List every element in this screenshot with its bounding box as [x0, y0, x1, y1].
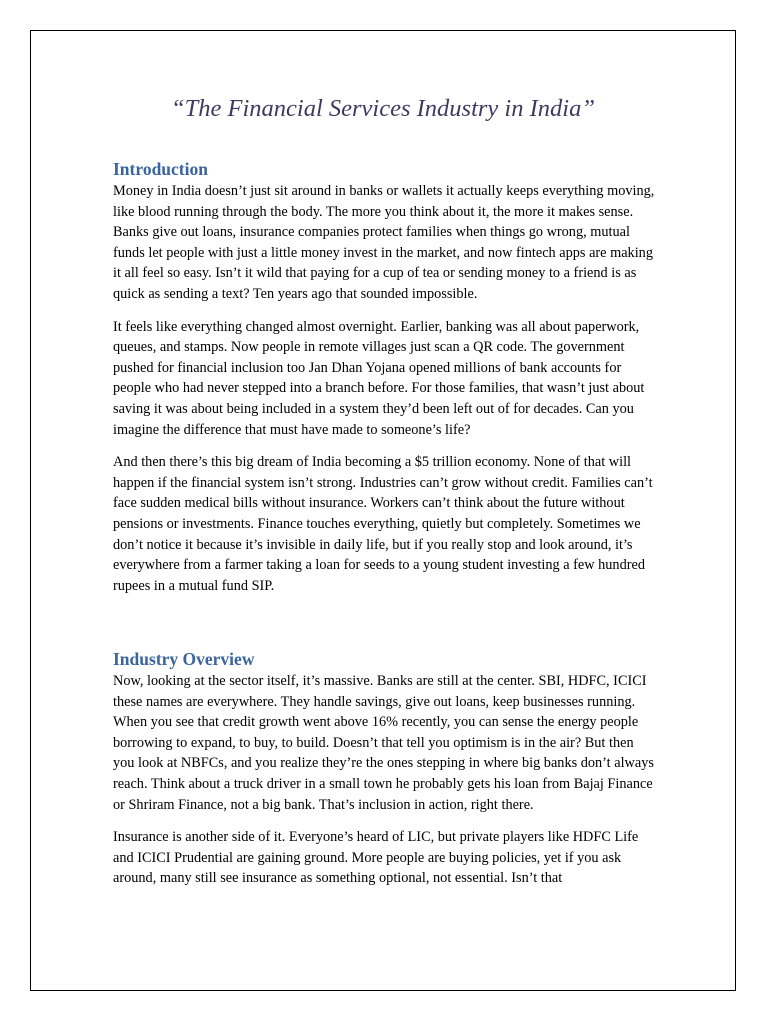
introduction-paragraph: It feels like everything changed almost overnight. Earlier, banking was all about paperwork, queues, and stamps. Now people in remote villages just scan a QR code. The government pushed for financial inclusion too Jan Dhan Yojana opened millions of bank accounts for people who had never stepped into a branch before. For those families, that wasn’t just about saving it was about being included in a system they’d been left out of for decades. Can you imagine the difference that must have made to someone’s life?	[113, 318, 645, 438]
introduction-section	[113, 158, 658, 608]
industry-overview-paragraph: Insurance is another side of it. Everyone’s heard of LIC, but private players like HDFC Life and ICICI Prudential are gaining ground. More people are buying policies, yet if you ask around, many still see insurance as something optional, not essential. Isn’t that	[113, 829, 639, 887]
industry-overview-section	[113, 648, 658, 901]
introduction-heading: Introduction	[113, 159, 208, 179]
introduction-paragraph: Money in India doesn’t just sit around in banks or wallets it actually keeps everything moving, like blood running through the body. The more you think about it, the more it makes sense. Banks give out loans, insurance companies protect families when things go wrong, mutual funds let people with just a little money invest in the market, and now fintech apps are making it all feel so easy. Isn’t it wild that paying for a cup of tea or sending money to a friend is as quick as sending a text? Ten years ago that sounded impossible.	[113, 183, 655, 302]
introduction-paragraph: And then there’s this big dream of India becoming a $5 trillion economy. None of that will happen if the financial system isn’t strong. Industries can’t grow without credit. Families can’t face sudden medical bills without insurance. Workers can’t think about the future without pensions or investments. Finance touches everything, quietly but completely. Sometimes we don’t notice it because it’s invisible in daily life, but if you really stop and look around, it’s everywhere from a farmer taking a loan for seeds to a young student investing a few hundred rupees in a mutual fund SIP.	[113, 454, 653, 594]
document-title: “The Financial Services Industry in India”	[171, 95, 595, 122]
industry-overview-paragraph: Now, looking at the sector itself, it’s massive. Banks are still at the center. SBI, HDFC, ICICI these names are everywhere. They handle savings, give out loans, keep businesses running. When you see that credit growth went above 16% recently, you can sense the energy people borrowing to expand, to buy, to build. Doesn’t that tell you optimism is in the air? But then you look at NBFCs, and you realize they’re the ones stepping in where big banks don’t always reach. Think about a truck driver in a small town he probably gets his loan from Bajaj Finance or Shriram Finance, not a big bank. That’s inclusion in action, right there.	[113, 673, 654, 813]
industry-overview-heading: Industry Overview	[113, 649, 255, 669]
